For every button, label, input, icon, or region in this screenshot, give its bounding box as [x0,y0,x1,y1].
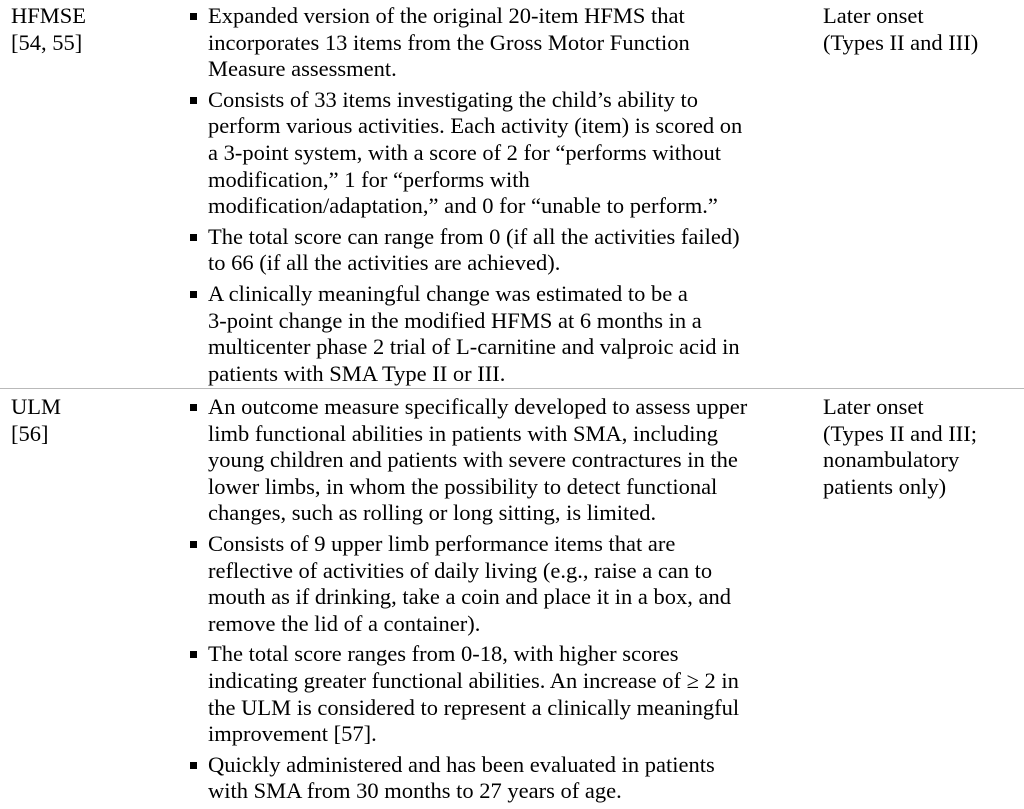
bullet-text-line: Consists of 33 items investigating the child’s ability to [208,86,698,112]
square-bullet-icon [190,291,197,298]
measure-name: HFMSE [11,3,87,28]
bullet-text-line: The total score ranges from 0-18, with higher scores [208,641,679,667]
description-bullet [189,531,809,637]
bullet-text-line: The total score can range from 0 (if all the activities failed) [208,223,740,249]
target-population-cell [823,394,1018,500]
square-bullet-icon [190,762,197,769]
bullet-text-line: limb functional abilities in patients with SMA, including [208,420,718,446]
measure-name-cell [11,394,191,447]
bullet-text-line: incorporates 13 items from the Gross Motor Function [208,29,690,55]
bullet-text-line: A clinically meaningful change was estimated to be a [208,280,688,306]
bullet-text-line: modification,” 1 for “performs with [208,166,530,192]
description-bullet [189,87,809,220]
bullet-text-line: lower limbs, in whom the possibility to detect functional [208,473,718,499]
bullet-text-line: improvement [57]. [208,721,377,747]
table-row-hfmse [0,0,1024,389]
measure-name: ULM [11,394,61,419]
target-population-cell [823,3,1018,56]
bullet-text-line: Consists of 9 upper limb performance items that are [208,530,676,556]
square-bullet-icon [190,97,197,104]
population-text-line: Later onset [823,3,924,28]
bullet-text-line: Expanded version of the original 20-item HFMS that [208,3,685,28]
bullet-text-line: the ULM is considered to represent a clinically meaningful [208,694,740,720]
square-bullet-icon [190,404,197,411]
measure-references: [56] [11,420,49,446]
bullet-text-line: mouth as if drinking, take a coin and place it in a box, and [208,584,731,610]
square-bullet-icon [190,13,197,20]
bullet-text-line: An outcome measure specifically developed to assess upper [208,394,748,419]
bullet-text-line: with SMA from 30 months to 27 years of age. [208,778,622,804]
measure-references: [54, 55] [11,29,83,55]
bullet-text-line: 3-point change in the modified HFMS at 6 months in a [208,307,702,333]
description-bullet [189,281,809,387]
measure-description-list [189,3,809,391]
square-bullet-icon [190,651,197,658]
bullet-text-line: changes, such as rolling or long sitting, is limited. [208,500,657,526]
bullet-text-line: patients with SMA Type II or III. [208,360,506,386]
population-text-line: (Types II and III; [823,420,977,446]
measure-name-cell [11,3,191,56]
bullet-text-line: perform various activities. Each activity (item) is scored on [208,113,743,139]
bullet-text-line: young children and patients with severe contractures in the [208,447,738,473]
description-bullet [189,641,809,747]
description-bullet [189,394,809,527]
description-bullet [189,3,809,83]
bullet-text-line: remove the lid of a container). [208,610,481,636]
bullet-text-line: Quickly administered and has been evaluated in patients [208,751,715,777]
table-row-ulm [0,389,1024,804]
bullet-text-line: multicenter phase 2 trial of L-carnitine and valproic acid in [208,334,740,360]
bullet-text-line: a 3-point system, with a score of 2 for “performs without [208,139,722,165]
description-bullet [189,224,809,277]
square-bullet-icon [190,234,197,241]
measure-description-list [189,394,809,809]
population-text-line: nonambulatory [823,447,960,473]
description-bullet [189,752,809,805]
bullet-text-line: Measure assessment. [208,56,397,82]
population-text-line: (Types II and III) [823,29,979,55]
bullet-text-line: modification/adaptation,” and 0 for “unable to perform.” [208,193,718,219]
bullet-text-line: reflective of activities of daily living (e.g., raise a can to [208,557,713,583]
bullet-text-line: to 66 (if all the activities are achieved). [208,250,561,276]
bullet-text-line: indicating greater functional abilities. An increase of ≥ 2 in [208,667,739,693]
population-text-line: Later onset [823,394,924,419]
square-bullet-icon [190,541,197,548]
population-text-line: patients only) [823,473,947,499]
